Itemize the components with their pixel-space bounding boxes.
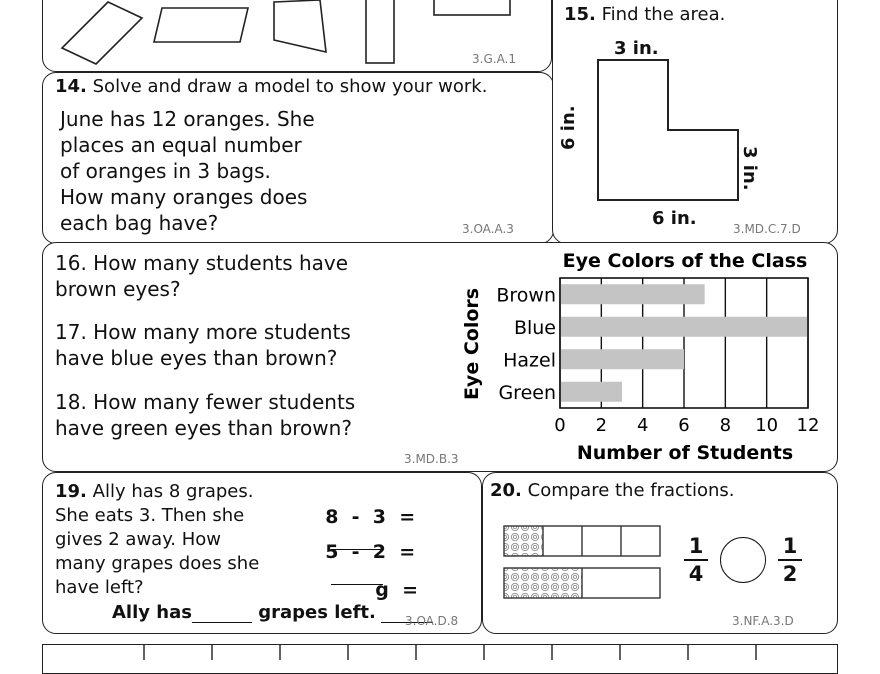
q14-standard: 3.OA.A.3: [462, 222, 514, 236]
q14-prompt-text: Solve and draw a model to show your work.: [92, 76, 488, 97]
q15-left-label: 6 in.: [558, 105, 579, 150]
chart-bar-hazel: [560, 349, 684, 369]
eq3-text: g =: [375, 579, 418, 601]
eq1-text: 8 - 3 =: [325, 506, 416, 528]
q14-line: How many oranges does: [60, 185, 308, 209]
q19-problem: [55, 480, 259, 600]
frac2-numerator: 1: [778, 533, 802, 561]
q17-line: 17. How many more students: [55, 320, 351, 344]
q15-right-label: 3 in.: [739, 146, 760, 191]
chart-category-label: Blue: [513, 316, 556, 339]
frac1-numerator: 1: [684, 533, 708, 561]
chart-bar-brown: [560, 284, 705, 304]
q19-standard: 3.OA.D.8: [405, 614, 459, 628]
chart-xlabel: Number of Students: [576, 442, 794, 464]
q19-line: Ally has 8 grapes.: [92, 481, 254, 502]
q20-standard: 3.NF.A.3.D: [732, 614, 794, 628]
rhombus-shape: [62, 2, 142, 64]
frac1-denominator: 4: [688, 562, 704, 586]
q16-18-standard: 3.MD.B.3: [404, 452, 459, 466]
answer-post: grapes left.: [258, 602, 376, 623]
chart-category-label: Green: [498, 381, 556, 404]
chart-category-label: Hazel: [503, 349, 556, 372]
wide-rectangle-shape: [434, 0, 510, 15]
trapezoid-shape: [274, 0, 326, 52]
q20-prompt: [490, 480, 735, 501]
eq2-text: 5 - 2 =: [325, 541, 416, 563]
chart-tick-label: 4: [636, 415, 649, 436]
q15-bottom-label: 6 in.: [652, 208, 697, 229]
q19-line: have left?: [55, 577, 144, 598]
eye-color-chart: [440, 244, 836, 466]
q19-line: gives 2 away. How: [55, 529, 222, 550]
chart-tick-label: 0: [554, 415, 566, 436]
grapes-left-blank[interactable]: [192, 606, 252, 623]
q19-line: She eats 3. Then she: [55, 505, 245, 526]
chart-tick-label: 8: [719, 415, 732, 436]
q20-number: 20.: [490, 480, 522, 501]
q20-prompt-text: Compare the fractions.: [527, 480, 735, 501]
q18-line: have green eyes than brown?: [55, 416, 352, 440]
q18-text: [55, 389, 355, 441]
q14-line: places an equal number: [60, 133, 302, 157]
shaded-fourth: [504, 526, 543, 556]
q18-line: 18. How many fewer students: [55, 390, 356, 414]
chart-tick-label: 2: [595, 415, 608, 436]
q15-prompt-text: Find the area.: [601, 4, 726, 25]
l-shape-figure: [552, 0, 838, 240]
q14-number: 14.: [55, 76, 87, 97]
next-section-dividers: [42, 644, 838, 660]
q16-line: 16. How many students have: [55, 251, 349, 275]
q16-text: [55, 250, 348, 302]
fraction-one-fourth: [684, 533, 708, 587]
shaded-half: [504, 568, 582, 598]
chart-ylabel: Eye Colors: [461, 287, 483, 401]
q13-standard: 3.G.A.1: [472, 52, 517, 66]
chart-bar-green: [560, 382, 622, 402]
q14-prompt: [55, 76, 487, 97]
q19-answer-sentence: [112, 602, 376, 623]
chart-category-label: Brown: [496, 284, 556, 307]
chart-tick-label: 10: [755, 415, 779, 436]
halves-bar: [504, 568, 660, 598]
fourths-bar: [504, 526, 660, 556]
chart-bar-blue: [560, 317, 808, 337]
q14-line: each bag have?: [60, 211, 219, 235]
chart-title: Eye Colors of the Class: [562, 250, 808, 272]
q15-top-label: 3 in.: [614, 38, 659, 59]
chart-tick-label: 12: [796, 415, 820, 436]
compare-circle[interactable]: [720, 537, 766, 583]
l-shape-outline: [598, 60, 738, 200]
q15-number: 15.: [564, 4, 596, 25]
q16-line: brown eyes?: [55, 277, 181, 301]
q15-standard: 3.MD.C.7.D: [733, 222, 801, 236]
q19-number: 19.: [55, 481, 87, 502]
q17-line: have blue eyes than brown?: [55, 346, 338, 370]
rectangle-shape: [366, 0, 394, 63]
q14-problem: [60, 106, 315, 236]
frac2-denominator: 2: [782, 562, 798, 586]
fraction-bars: [500, 522, 666, 602]
q14-line: of oranges in 3 bags.: [60, 159, 271, 183]
answer-pre: Ally has: [112, 602, 192, 623]
fraction-one-half: [778, 533, 802, 587]
parallelogram-shape: [154, 8, 248, 42]
q14-line: June has 12 oranges. She: [60, 107, 315, 131]
q19-line: many grapes does she: [55, 553, 260, 574]
chart-tick-label: 6: [678, 415, 690, 436]
q17-text: [55, 319, 351, 371]
